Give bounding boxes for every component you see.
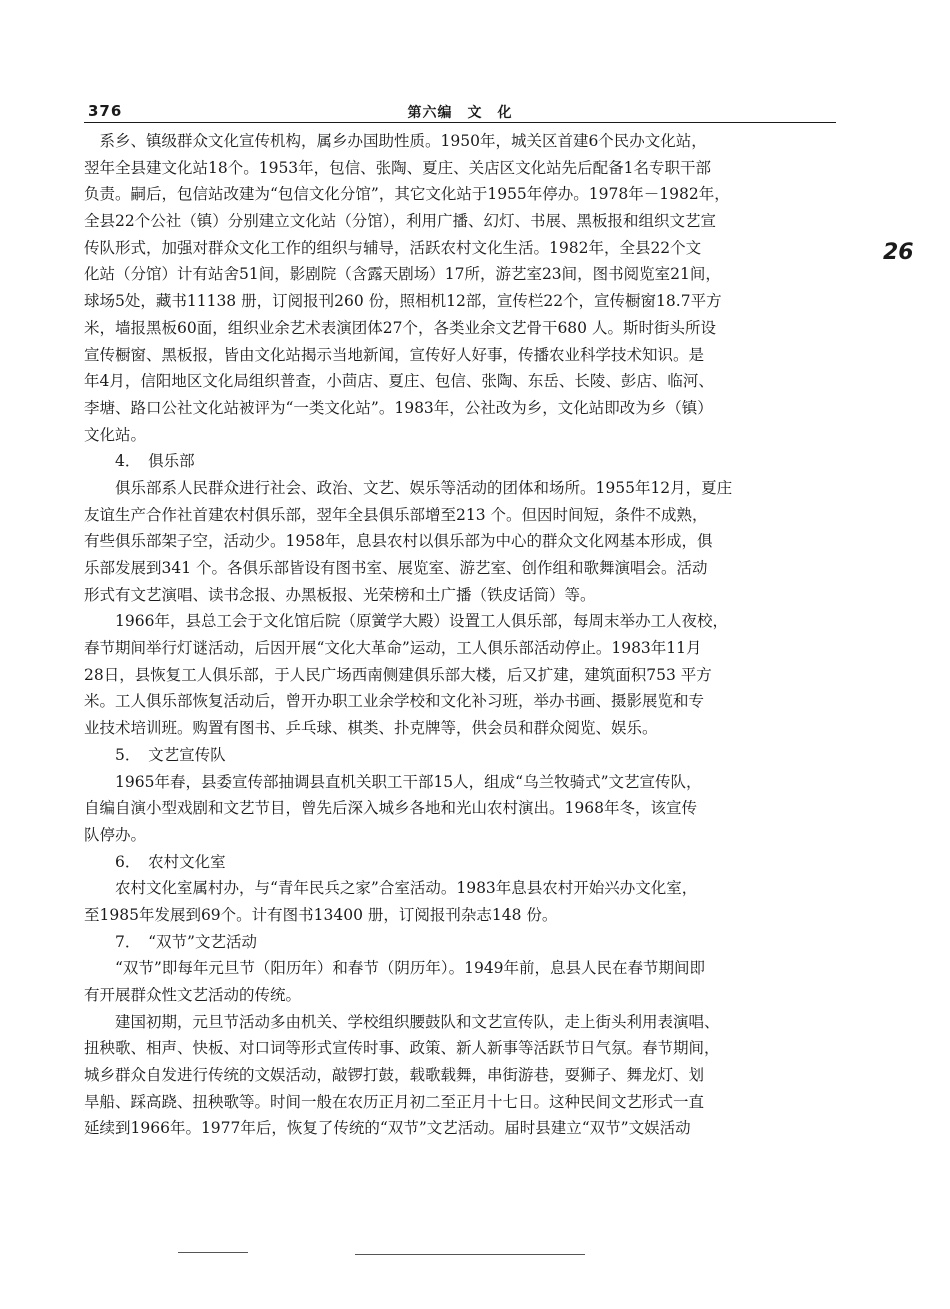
text-line: 全县22个公社（镇）分别建立文化站（分馆），利用广播、幻灯、书展、黑板报和组织文艺宣 <box>84 212 716 231</box>
text-line: 旱船、踩高跷、扭秧歌等。时间一般在农历正月初二至正月十七日。这种民间文艺形式一直 <box>84 1092 705 1111</box>
text-line: 队停办。 <box>84 825 147 844</box>
text-line: 7． “双节”文艺活动 <box>84 932 257 951</box>
body-text <box>84 128 824 1142</box>
text-line: 负责。嗣后，包信站改建为“包信文化分馆”，其它文化站于1955年停办。1978年－1982年， <box>84 185 730 204</box>
page-number: 376 <box>88 102 123 120</box>
text-line: 业技术培训班。购置有图书、乒乓球、棋类、扑克牌等，供会员和群众阅览、娱乐。 <box>84 719 658 738</box>
text-line: 28日，县恢复工人俱乐部，于人民广场西南侧建俱乐部大楼，后又扩建，建筑面积753 平方 <box>84 665 712 684</box>
text-line: 有些俱乐部架子空，活动少。1958年，息县农村以俱乐部为中心的群众文化网基本形成，俱 <box>84 532 713 551</box>
text-line: 乐部发展到341 个。各俱乐部皆设有图书室、展览室、游艺室、创作组和歌舞演唱会。活动 <box>84 559 708 577</box>
running-title: 第六编 文 化 <box>407 105 513 121</box>
text-line: 城乡群众自发进行传统的文娱活动，敲锣打鼓，载歌载舞，串街游巷，耍狮子、舞龙灯、划 <box>84 1066 705 1085</box>
text-line: 翌年全县建文化站18个。1953年，包信、张陶、夏庄、关店区文化站先后配备1名专职干部 <box>84 158 712 177</box>
text-line: 春节期间举行灯谜活动，后因开展“文化大革命”运动，工人俱乐部活动停止。1983年11月 <box>84 639 702 658</box>
scan-artifact-line <box>355 1254 585 1255</box>
text-line: 系乡、镇级群众文化宣传机构，属乡办国助性质。1950年，城关区首建6个民办文化站， <box>84 132 707 150</box>
text-line: 1966年，县总工会于文化馆后院（原黉学大殿）设置工人俱乐部，每周末举办工人夜校， <box>84 612 728 631</box>
text-line: 扭秧歌、相声、快板、对口词等形式宣传时事、政策、新人新事等活跃节日气氛。春节期间， <box>84 1039 720 1058</box>
text-line: 宣传橱窗、黑板报，皆由文化站揭示当地新闻，宣传好人好事，传播农业科学技术知识。是 <box>84 345 705 364</box>
text-line: 至1985年发展到69个。计有图书13400 册，订阅报刊杂志148 份。 <box>84 905 558 924</box>
text-line: “双节”即每年元旦节（阳历年）和春节（阴历年）。1949年前，息县人民在春节期间即 <box>84 959 706 978</box>
page-header <box>84 100 836 123</box>
scan-artifact-line <box>178 1252 248 1253</box>
text-line: 球场5处，藏书11138 册，订阅报刊260 份，照相机12部，宣传栏22个，宣传橱窗18.7平方 <box>84 292 722 311</box>
text-line: 6． 农村文化室 <box>84 852 226 871</box>
text-line: 形式有文艺演唱、读书念报、办黑板报、光荣榜和土广播（铁皮话筒）等。 <box>84 585 596 604</box>
text-line: 1965年春，县委宣传部抽调县直机关职工干部15人，组成“乌兰牧骑式”文艺宣传队， <box>84 772 702 791</box>
text-line: 化站（分馆）计有站舍51间，影剧院（含露天剧场）17所，游艺室23间，图书阅览室21间， <box>84 265 721 284</box>
text-line: 李塘、路口公社文化站被评为“一类文化站”。1983年，公社改为乡，文化站即改为乡（镇） <box>84 398 713 417</box>
text-line: 自编自演小型戏剧和文艺节目，曾先后深入城乡各地和光山农村演出。1968年冬，该宣传 <box>84 799 697 818</box>
text-line: 年4月，信阳地区文化局组织普查，小茴店、夏庄、包信、张陶、东岳、长陵、彭店、临河、 <box>84 372 714 391</box>
text-line: 文化站。 <box>84 425 147 444</box>
text-line: 5． 文艺宣传队 <box>84 745 226 764</box>
text-line: 传队形式，加强对群众文化工作的组织与辅导，活跃农村文化生活。1982年，全县22个文 <box>84 238 702 257</box>
text-line: 建国初期，元旦节活动多由机关、学校组织腰鼓队和文艺宣传队，走上街头利用表演唱、 <box>84 1012 720 1031</box>
margin-handwritten-mark: 26 <box>883 240 914 265</box>
text-line: 友谊生产合作社首建农村俱乐部，翌年全县俱乐部增至213 个。但因时间短，条件不成熟， <box>84 505 708 524</box>
text-line: 农村文化室属村办，与“青年民兵之家”合室活动。1983年息县农村开始兴办文化室， <box>84 879 698 898</box>
text-line: 有开展群众性文艺活动的传统。 <box>84 986 302 1004</box>
text-line: 4． 俱乐部 <box>84 452 195 471</box>
text-line: 延续到1966年。1977年后，恢复了传统的“双节”文艺活动。届时县建立“双节”文娱活动 <box>84 1119 691 1138</box>
text-line: 俱乐部系人民群众进行社会、政治、文艺、娱乐等活动的团体和场所。1955年12月，夏庄 <box>84 478 733 497</box>
text-line: 米。工人俱乐部恢复活动后，曾开办职工业余学校和文化补习班，举办书画、摄影展览和专 <box>84 692 705 711</box>
text-line: 米，墙报黑板60面，组织业余艺术表演团体27个，各类业余文艺骨干680 人。斯时街头所设 <box>84 318 716 337</box>
